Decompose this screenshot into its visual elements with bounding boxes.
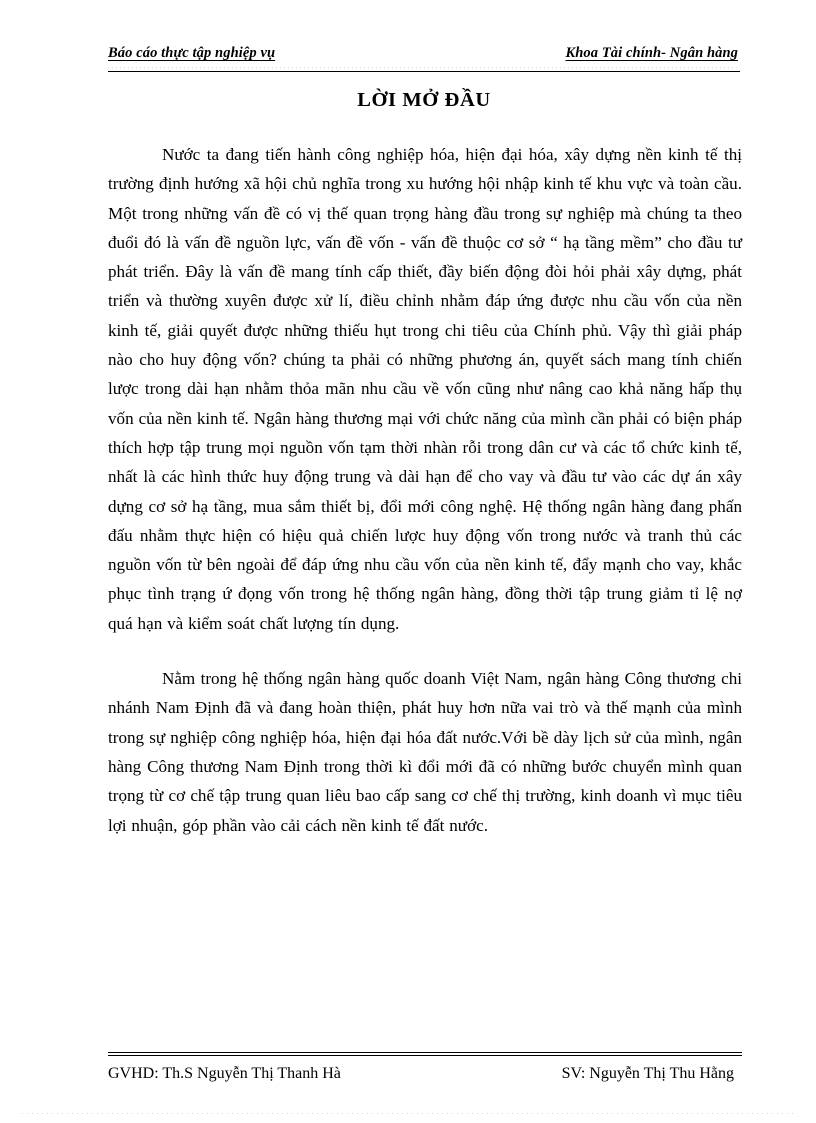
bottom-scan-artifact	[22, 1113, 794, 1114]
header-row	[108, 46, 740, 61]
body-paragraph: Nước ta đang tiến hành công nghiệp hóa, hiện đại hóa, xây dựng nền kinh tế thị trường định hướng xã hội chủ nghĩa trong xu hướng hội nhập kinh tế khu vực và toàn cầu. Một trong những vấn đề có vị thế quan trọng hàng đầu trong sự nghiệp mà chúng ta theo đuổi đó là vấn đề nguồn lực, vấn đề vốn - vấn đề thuộc cơ sở “ hạ tầng mềm” cho đầu tư phát triển. Đây là vấn đề mang tính cấp thiết, đầy biến động đòi hỏi phải xây dựng, phát triển và thường xuyên được xử lí, điều chỉnh nhằm đáp ứng được nhu cầu vốn của nền kinh tế, giải quyết được những thiếu hụt trong chi tiêu của Chính phủ. Vậy thì giải pháp nào cho huy động vốn? chúng ta phải có những phương án, quyết sách mang tính chiến lược trong dài hạn nhằm thỏa mãn nhu cầu về vốn cũng như nâng cao khả năng hấp thụ vốn của nền kinh tế. Ngân hàng thương mại với chức năng của mình cần phải có biện pháp thích hợp tập trung mọi nguồn vốn tạm thời nhàn rỗi trong dân cư và các tổ chức kinh tế, nhất là các hình thức huy động trung và dài hạn để cho vay và đầu tư vào các dự án xây dựng cơ sở hạ tầng, mua sắm thiết bị, đổi mới công nghệ. Hệ thống ngân hàng đang phấn đấu nhằm thực hiện có hiệu quả chiến lược huy động vốn trong nước và tranh thủ các nguồn vốn từ bên ngoài để đáp ứng nhu cầu vốn của nền kinh tế, đẩy mạnh cho vay, khắc phục tình trạng ứ đọng vốn trong hệ thống ngân hàng, đồng thời tập trung giảm tỉ lệ nợ quá hạn và kiểm soát chất lượng tín dụng.	[108, 145, 742, 633]
header-left-text: Báo cáo thực tập nghiệp vụ	[108, 45, 276, 61]
page-title: LỜI MỞ ĐẦU	[357, 89, 491, 111]
header-scan-artifact	[108, 67, 740, 68]
footer-supervisor-text: GVHD: Th.S Nguyễn Thị Thanh Hà	[108, 1064, 341, 1082]
footer-divider-bottom	[108, 1055, 742, 1056]
document-body	[108, 140, 742, 840]
header-right-text: Khoa Tài chính- Ngân hàng	[565, 45, 738, 61]
page-header	[108, 46, 740, 72]
body-paragraph: Nằm trong hệ thống ngân hàng quốc doanh Việt Nam, ngân hàng Công thương chi nhánh Nam Định đã và đang hoàn thiện, phát huy hơn nữa vai trò và thế mạnh của mình trong sự nghiệp công nghiệp hóa, hiện đại hóa đất nước.Với bề dày lịch sử của mình, ngân hàng Công thương Nam Định trong thời kì đổi mới đã có những bước chuyển mình quan trọng từ cơ chế tập trung quan liêu bao cấp sang cơ chế thị trường, kinh doanh vì mục tiêu lợi nhuận, góp phần vào cải cách nền kinh tế đất nước.	[108, 669, 742, 835]
footer-row	[108, 1065, 742, 1083]
footer-divider-top	[108, 1052, 742, 1053]
footer-student-text: SV: Nguyễn Thị Thu Hằng	[561, 1064, 734, 1082]
page-footer	[108, 1052, 742, 1083]
header-divider	[108, 71, 740, 72]
